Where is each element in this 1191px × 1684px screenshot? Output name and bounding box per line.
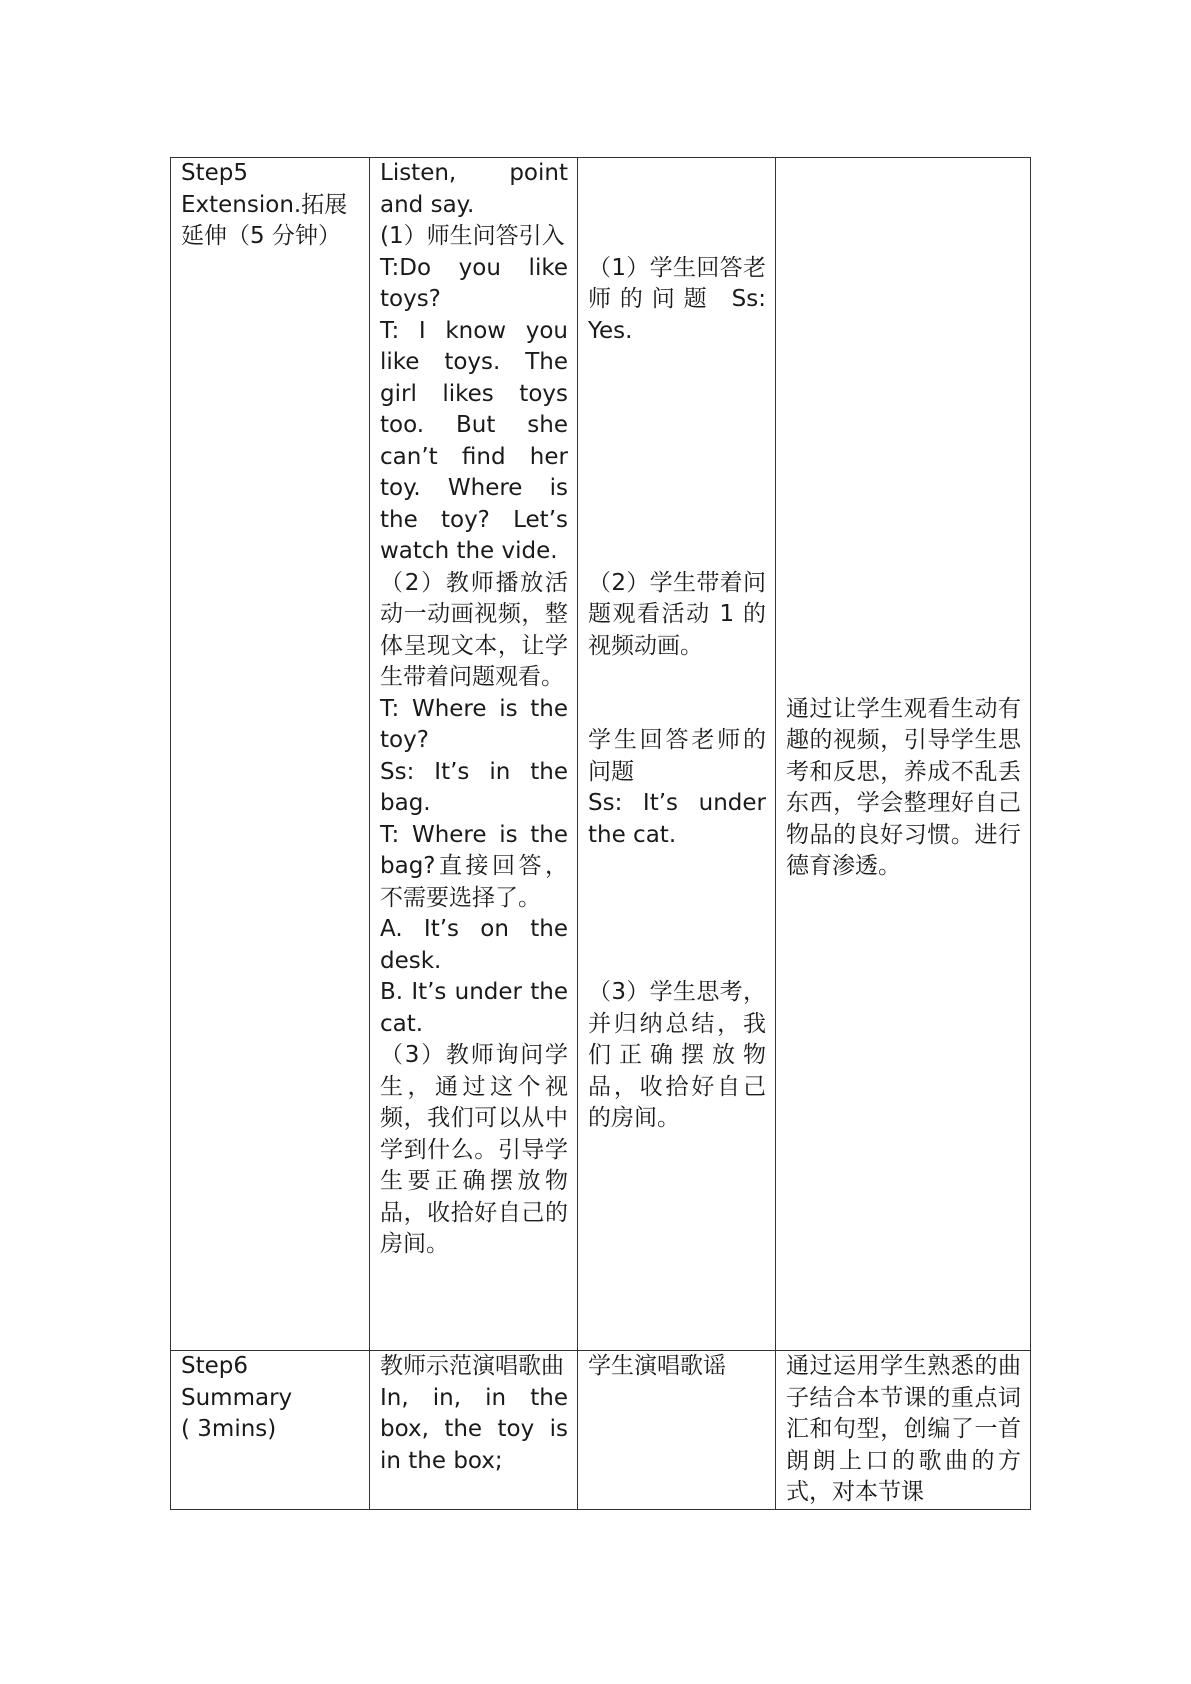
teacher-line: （2）教师播放活动一动画视频，整体呈现文本，让学生带着问题观看。 [380,569,568,690]
purpose-line: 通过运用学生熟悉的曲子结合本节课的重点词汇和句型，创编了一首朗朗上口的歌曲的方式，对本节课 [786,1353,1021,1505]
student-line: 学生回答老师的问题 [588,727,766,785]
teacher-line: B. It’s under the cat. [380,979,568,1037]
teacher-activity-cell [370,158,578,1351]
teacher-line: (1）师生问答引入 [380,223,565,249]
step-cell [171,1351,370,1510]
step-title: Extension.拓展 [181,191,348,218]
step-cell [171,158,370,1351]
student-line: （1）学生回答老师的问题 Ss: Yes. [588,254,766,344]
teacher-line: T:Do you like toys? [380,254,568,312]
student-activity-cell [578,1351,776,1510]
lesson-plan-table [170,157,1031,1510]
purpose-line: 通过让学生观看生动有趣的视频，引导学生思考和反思，养成不乱丢东西，学会整理好自己物品的良好习惯。进行德育渗透。 [786,695,1021,879]
teacher-line: T: I know you like toys. The girl likes toys too. But she can’t find her toy. Where is the toy? Let’s watch the vide. [380,317,568,564]
student-line: （2）学生带着问题观看活动 1 的视频动画。 [588,569,766,659]
step-label: Step6 [181,1353,249,1379]
table-row-step6 [171,1351,1031,1510]
step-label: Step5 [181,160,249,186]
student-line: Ss: It’s under the cat. [588,790,766,848]
step-title: Summary [181,1384,293,1411]
teacher-line: Ss: It’s in the bag. [380,758,568,816]
step-duration: 延伸（5 分钟） [181,223,341,249]
teacher-activity-cell [370,1351,578,1510]
purpose-cell [776,158,1031,1351]
teacher-line: 教师示范演唱歌曲 [380,1353,564,1379]
teacher-line: T: Where is the toy? [380,695,568,753]
teacher-line: A. It’s on the desk. [380,916,568,974]
purpose-cell [776,1351,1031,1510]
student-activity-cell [578,158,776,1351]
table-row-step5 [171,158,1031,1351]
teacher-line: （3）教师询问学生，通过这个视频，我们可以从中学到什么。引导学生要正确摆放物品，收拾好自己的房间。 [380,1042,568,1257]
teacher-line: Listen, point and say. [380,160,568,218]
step-duration: ( 3mins) [181,1416,277,1442]
student-line: （3）学生思考，并归纳总结，我们正确摆放物品，收拾好自己的房间。 [588,979,766,1131]
teacher-line: T: Where is the bag?直接回答，不需要选择了。 [380,821,568,911]
student-line: 学生演唱歌谣 [588,1353,726,1379]
teacher-line: In, in, in the box, the toy is in the box; [380,1384,568,1474]
